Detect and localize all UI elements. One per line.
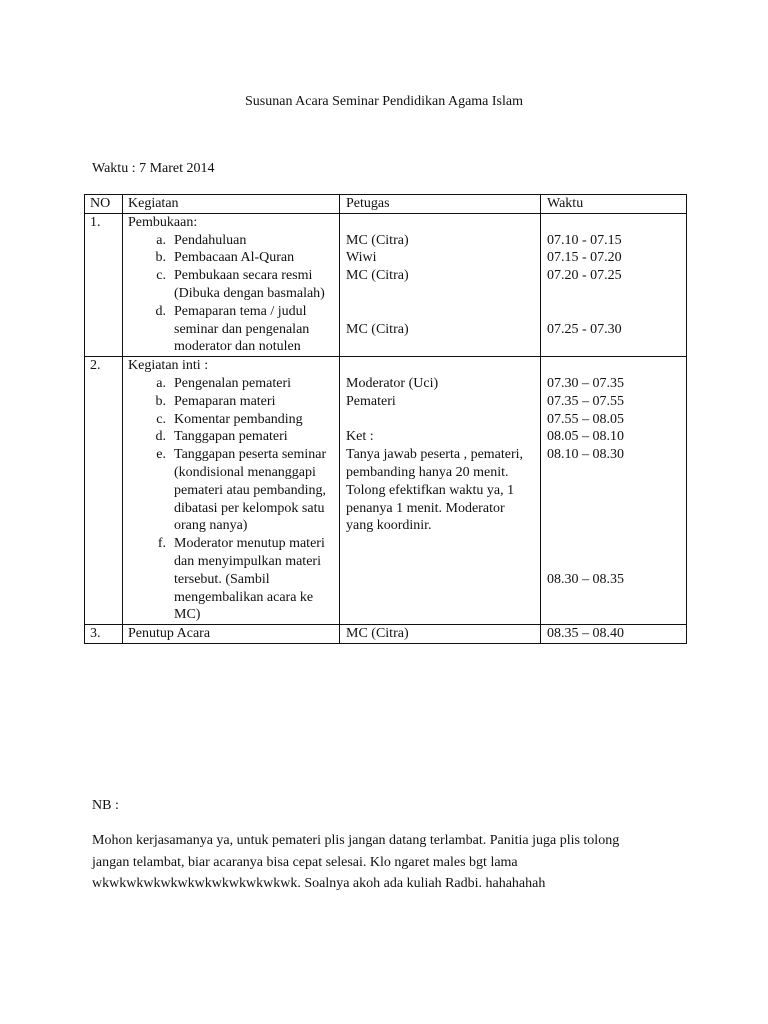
- sub-activity-text: Pembacaan Al-Quran: [174, 250, 295, 266]
- time-text: 07.10 - 07.15: [547, 232, 622, 248]
- sub-activity-text: Pemaparan materi: [174, 393, 276, 409]
- list-marker: a.: [156, 375, 166, 391]
- time-text: 07.35 – 07.55: [547, 393, 624, 409]
- list-item: [128, 375, 334, 393]
- list-item: [128, 303, 334, 356]
- list-marker: d.: [155, 303, 166, 319]
- list-marker: a.: [156, 232, 166, 248]
- sub-activity-text: Komentar pembanding: [174, 411, 303, 427]
- list-item: [128, 446, 334, 535]
- sub-activity-text: Pembukaan secara resmi (Dibuka dengan basmalah): [174, 268, 325, 301]
- time-text: 07.15 - 07.20: [547, 250, 622, 266]
- list-item: [128, 411, 334, 429]
- list-marker: e.: [156, 447, 166, 463]
- time-cell: [541, 213, 687, 356]
- note-line: jangan telambat, biar acaranya bisa cepat selesai. Klo ngaret males bgt lama: [92, 854, 518, 870]
- row-number: 2.: [85, 357, 123, 625]
- section-heading: Pembukaan:: [128, 214, 198, 230]
- officer-cell: [340, 357, 541, 625]
- header-activity: Kegiatan: [123, 195, 340, 214]
- table-row: [85, 625, 687, 644]
- officer-text: Pemateri: [346, 393, 396, 409]
- header-no: NO: [85, 195, 123, 214]
- sub-activity-text: Pengenalan pemateri: [174, 375, 292, 391]
- sub-activity-text: Pendahuluan: [174, 232, 247, 248]
- notes-label: NB :: [92, 798, 119, 813]
- time-text: 08.05 – 08.10: [547, 429, 624, 445]
- officer-cell: [340, 213, 541, 356]
- activity-cell: Penutup Acara: [123, 625, 340, 644]
- sub-activity-text: Pemaparan tema / judul seminar dan pengenalan moderator dan notulen: [174, 303, 310, 355]
- time-text: 07.25 - 07.30: [547, 321, 622, 337]
- time-text: 07.55 – 08.05: [547, 411, 624, 427]
- sub-activity-text: Tanggapan peserta seminar (kondisional menanggapi pemateri atau pembanding, dibatasi per kelompok satu orang nanya): [174, 447, 327, 534]
- time-text: 08.10 – 08.30: [547, 447, 624, 463]
- note-line: Mohon kerjasamanya ya, untuk pemateri plis jangan datang terlambat. Panitia juga plis tolong: [92, 833, 620, 848]
- notes-paragraph: [92, 830, 692, 895]
- officer-text: MC (Citra): [346, 232, 409, 248]
- list-marker: d.: [155, 429, 166, 445]
- officer-text: MC (Citra): [346, 321, 409, 337]
- list-marker: c.: [156, 268, 166, 284]
- list-item: [128, 535, 334, 624]
- officer-text: Ket :: [346, 429, 374, 445]
- page-title: Susunan Acara Seminar Pendidikan Agama Islam: [245, 94, 523, 109]
- list-item: [128, 249, 334, 267]
- activity-cell: [123, 213, 340, 356]
- sub-activity-list: [128, 232, 334, 357]
- list-item: [128, 393, 334, 411]
- list-marker: b.: [155, 393, 166, 409]
- time-cell: [541, 357, 687, 625]
- section-heading: Kegiatan inti :: [128, 358, 209, 374]
- officer-text: Wiwi: [346, 250, 377, 266]
- officer-text: Moderator (Uci): [346, 375, 439, 391]
- time-text: 07.20 - 07.25: [547, 268, 622, 284]
- list-item: [128, 428, 334, 446]
- officer-cell: MC (Citra): [340, 625, 541, 644]
- table-row: [85, 213, 687, 356]
- sub-activity-text: Moderator menutup materi dan menyimpulkan materi tersebut. (Sambil mengembalikan acara ke MC): [174, 536, 325, 623]
- note-line: wkwkwkwkwkwkwkwkwkwkwkwk. Soalnya akoh ada kuliah Radbi. hahahahah: [92, 876, 546, 891]
- time-cell: 08.35 – 08.40: [541, 625, 687, 644]
- list-marker: c.: [156, 411, 166, 427]
- sub-activity-text: Tanggapan pemateri: [174, 429, 288, 445]
- time-text: 08.30 – 08.35: [547, 571, 624, 587]
- header-officer: Petugas: [340, 195, 541, 214]
- list-item: [128, 232, 334, 250]
- time-text: 07.30 – 07.35: [547, 375, 624, 391]
- table-row: [85, 357, 687, 625]
- activity-cell: [123, 357, 340, 625]
- date-line: Waktu : 7 Maret 2014: [92, 161, 215, 176]
- list-marker: f.: [157, 536, 166, 552]
- table-header-row: [85, 195, 687, 214]
- agenda-table: [84, 194, 687, 644]
- row-number: 1.: [85, 213, 123, 356]
- row-number: 3.: [85, 625, 123, 644]
- list-marker: b.: [155, 250, 166, 266]
- header-time: Waktu: [541, 195, 687, 214]
- list-item: [128, 267, 334, 303]
- sub-activity-list: [128, 375, 334, 624]
- officer-note: Tanya jawab peserta , pemateri, pembanding hanya 20 menit. Tolong efektifkan waktu ya, 1 penanya 1 menit. Moderator yang koordinir.: [346, 447, 524, 534]
- officer-text: MC (Citra): [346, 268, 409, 284]
